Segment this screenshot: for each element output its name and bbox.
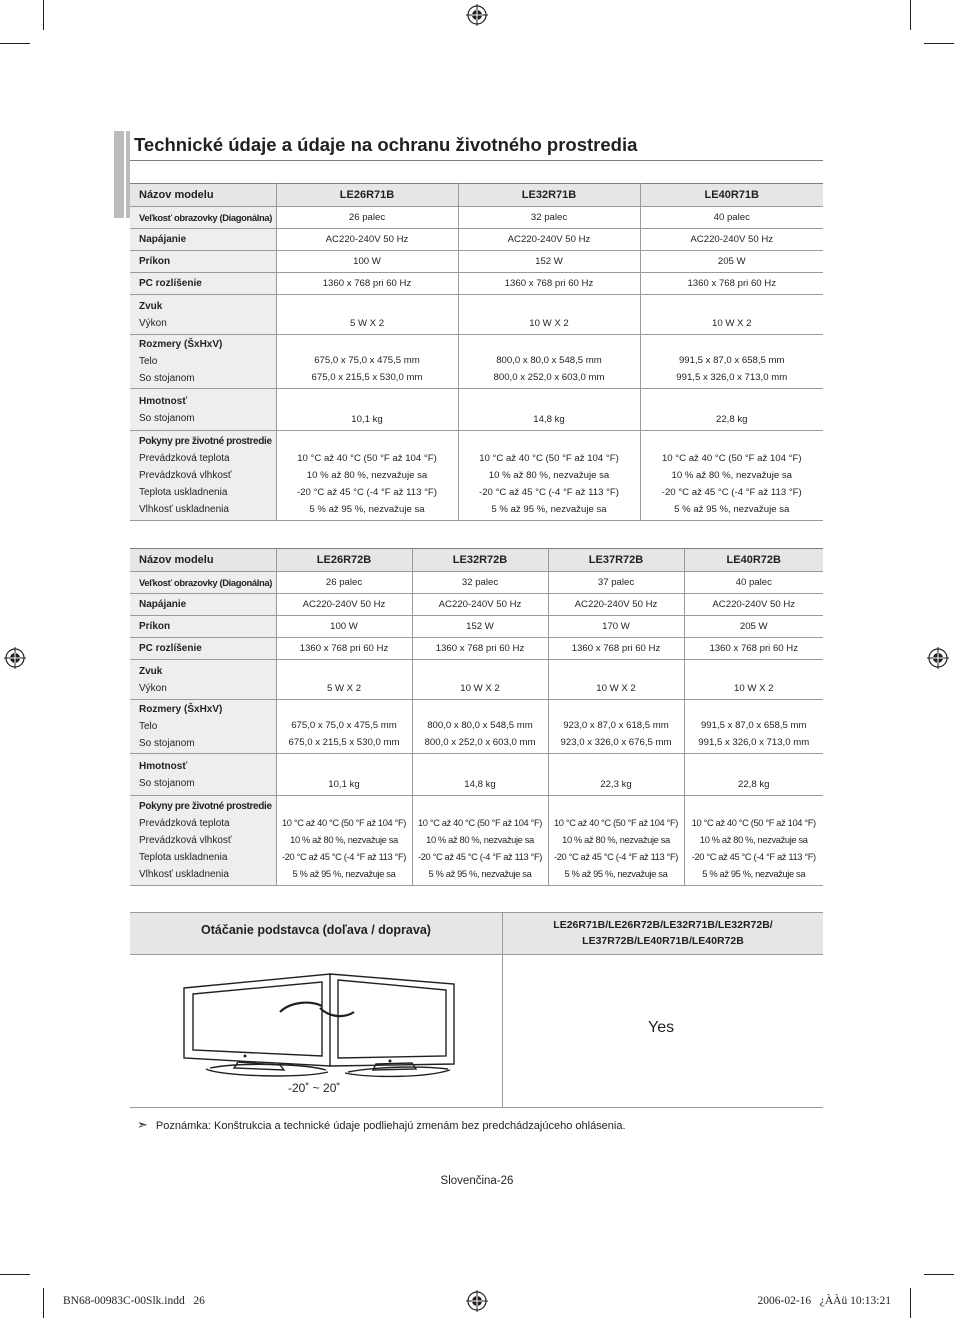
footer-file-info: BN68-00983C-00Slk.indd 26	[63, 1295, 205, 1307]
table-row	[130, 594, 823, 616]
table-cell: 152 W	[458, 251, 640, 273]
table-cell: 10 °C až 40 °C (50 °F až 104 °F) 10 % až 80 %, nezvažuje sa -20 °C až 45 °C (-4 °F až 113 °F) 5 % až 95 %, nezvažuje sa	[276, 796, 412, 886]
table-cell: 1360 x 768 pri 60 Hz	[684, 638, 823, 660]
header-cell: Názov modelu	[130, 184, 276, 207]
table-cell: 10 W X 2	[548, 660, 684, 700]
table-cell: 22,8 kg	[640, 389, 823, 431]
table-cell: 10 W X 2	[412, 660, 548, 700]
row-label: PC rozlíšenie	[130, 273, 276, 295]
note-text: Poznámka: Konštrukcia a technické údaje podliehajú zmenám bez predchádzajúceho ohlásenia.	[155, 1120, 626, 1132]
header-cell: LE26R71B	[276, 184, 458, 207]
table-cell: 800,0 x 80,0 x 548,5 mm 800,0 x 252,0 x 603,0 mm	[458, 335, 640, 389]
table-cell: 100 W	[276, 616, 412, 638]
registration-mark-icon	[466, 1290, 488, 1312]
table-cell: 40 palec	[640, 207, 823, 229]
table-row	[130, 572, 823, 594]
header-cell: LE40R72B	[684, 549, 823, 572]
tv-rotation-illustration	[180, 966, 460, 1081]
row-label: Príkon	[130, 616, 276, 638]
footer-timestamp: 2006-02-16 ¿ÀÀü 10:13:21	[757, 1295, 891, 1307]
table-row	[130, 295, 823, 335]
table-cell: 10 °C až 40 °C (50 °F až 104 °F) 10 % až 80 %, nezvažuje sa -20 °C až 45 °C (-4 °F až 113 °F) 5 % až 95 %, nezvažuje sa	[458, 431, 640, 521]
table-cell: 5 W X 2	[276, 660, 412, 700]
table-row	[130, 700, 823, 754]
registration-mark-icon	[927, 647, 949, 669]
table-cell: 14,8 kg	[458, 389, 640, 431]
table-cell: 100 W	[276, 251, 458, 273]
table-cell: 170 W	[548, 616, 684, 638]
title-accent-bar	[114, 131, 124, 218]
rotation-angle: -20˚ ~ 20˚	[288, 1081, 341, 1095]
spec-table-r72b	[130, 548, 823, 886]
crop-mark	[910, 0, 911, 30]
table-cell: 26 palec	[276, 572, 412, 594]
table-cell: 40 palec	[684, 572, 823, 594]
table-header-row	[130, 184, 823, 207]
row-label: Hmotnosť So stojanom	[130, 389, 276, 431]
crop-mark	[43, 1288, 44, 1318]
table-cell: 1360 x 768 pri 60 Hz	[412, 638, 548, 660]
title-underline	[130, 160, 823, 161]
table-row	[130, 754, 823, 796]
page-number: Slovenčina-26	[440, 1175, 514, 1187]
table-cell: 10 °C až 40 °C (50 °F až 104 °F) 10 % až 80 %, nezvažuje sa -20 °C až 45 °C (-4 °F až 113 °F) 5 % až 95 %, nezvažuje sa	[548, 796, 684, 886]
note	[137, 1117, 626, 1133]
header-cell: LE32R72B	[412, 549, 548, 572]
row-label: Zvuk Výkon	[130, 295, 276, 335]
table-row	[130, 616, 823, 638]
crop-mark	[0, 43, 30, 44]
table-row	[130, 335, 823, 389]
table-cell: AC220-240V 50 Hz	[548, 594, 684, 616]
rotation-models-line: LE26R71B/LE26R72B/LE32R71B/LE32R72B/	[553, 919, 773, 931]
row-label: Rozmery (ŠxHxV) Telo So stojanom	[130, 700, 276, 754]
table-cell: 675,0 x 75,0 x 475,5 mm 675,0 x 215,5 x 530,0 mm	[276, 700, 412, 754]
table-row	[130, 389, 823, 431]
header-cell: LE26R72B	[276, 549, 412, 572]
table-cell: 10 W X 2	[640, 295, 823, 335]
table-cell: 1360 x 768 pri 60 Hz	[276, 638, 412, 660]
table-row	[130, 229, 823, 251]
row-label: Napájanie	[130, 594, 276, 616]
table-cell: 923,0 x 87,0 x 618,5 mm 923,0 x 326,0 x 676,5 mm	[548, 700, 684, 754]
crop-mark	[910, 1288, 911, 1318]
header-cell: LE40R71B	[640, 184, 823, 207]
table-cell: 152 W	[412, 616, 548, 638]
rotation-value: Yes	[648, 1019, 675, 1036]
row-label: Pokyny pre životné prostredie Prevádzková teplota Prevádzková vlhkosť Teplota uskladnenia Vlhkosť uskladnenia	[130, 431, 276, 521]
table-row	[130, 273, 823, 295]
header-cell: LE32R71B	[458, 184, 640, 207]
crop-mark	[924, 43, 954, 44]
table-cell: AC220-240V 50 Hz	[458, 229, 640, 251]
table-row	[130, 207, 823, 229]
table-cell: 5 W X 2	[276, 295, 458, 335]
rotation-table-border	[130, 954, 823, 955]
table-cell: 10 °C až 40 °C (50 °F až 104 °F) 10 % až 80 %, nezvažuje sa -20 °C až 45 °C (-4 °F až 113 °F) 5 % až 95 %, nezvažuje sa	[640, 431, 823, 521]
rotation-models-line: LE37R72B/LE40R71B/LE40R72B	[582, 935, 744, 947]
table-cell: 1360 x 768 pri 60 Hz	[276, 273, 458, 295]
table-cell: 1360 x 768 pri 60 Hz	[640, 273, 823, 295]
row-label: Veľkosť obrazovky (Diagonálna)	[130, 572, 276, 594]
table-cell: 22,8 kg	[684, 754, 823, 796]
header-cell: LE37R72B	[548, 549, 684, 572]
table-cell: 205 W	[640, 251, 823, 273]
row-label: PC rozlíšenie	[130, 638, 276, 660]
table-cell: AC220-240V 50 Hz	[640, 229, 823, 251]
crop-mark	[0, 1274, 30, 1275]
table-cell: 32 palec	[412, 572, 548, 594]
table-cell: 26 palec	[276, 207, 458, 229]
table-cell: 10,1 kg	[276, 754, 412, 796]
table-cell: 10 W X 2	[458, 295, 640, 335]
table-cell: 10,1 kg	[276, 389, 458, 431]
table-cell: 10 °C až 40 °C (50 °F až 104 °F) 10 % až 80 %, nezvažuje sa -20 °C až 45 °C (-4 °F až 113 °F) 5 % až 95 %, nezvažuje sa	[276, 431, 458, 521]
table-cell: 1360 x 768 pri 60 Hz	[548, 638, 684, 660]
table-cell: 10 °C až 40 °C (50 °F až 104 °F) 10 % až 80 %, nezvažuje sa -20 °C až 45 °C (-4 °F až 113 °F) 5 % až 95 %, nezvažuje sa	[684, 796, 823, 886]
row-label: Pokyny pre životné prostredie Prevádzková teplota Prevádzková vlhkosť Teplota uskladnenia Vlhkosť uskladnenia	[130, 796, 276, 886]
header-cell: Názov modelu	[130, 549, 276, 572]
registration-mark-icon	[466, 4, 488, 26]
row-label: Hmotnosť So stojanom	[130, 754, 276, 796]
crop-mark	[43, 0, 44, 30]
table-cell: 22,3 kg	[548, 754, 684, 796]
table-cell: 1360 x 768 pri 60 Hz	[458, 273, 640, 295]
table-row	[130, 660, 823, 700]
table-cell: AC220-240V 50 Hz	[276, 594, 412, 616]
table-row	[130, 431, 823, 521]
crop-mark	[924, 1274, 954, 1275]
table-cell: 991,5 x 87,0 x 658,5 mm 991,5 x 326,0 x 713,0 mm	[640, 335, 823, 389]
row-label: Príkon	[130, 251, 276, 273]
table-row	[130, 638, 823, 660]
page-title: Technické údaje a údaje na ochranu životného prostredia	[134, 134, 638, 155]
table-cell: 32 palec	[458, 207, 640, 229]
rotation-table-border	[130, 1107, 823, 1108]
spec-table-r71b	[130, 183, 823, 521]
table-cell: AC220-240V 50 Hz	[276, 229, 458, 251]
row-label: Zvuk Výkon	[130, 660, 276, 700]
table-cell: 37 palec	[548, 572, 684, 594]
table-cell: AC220-240V 50 Hz	[684, 594, 823, 616]
table-cell: AC220-240V 50 Hz	[412, 594, 548, 616]
row-label: Rozmery (ŠxHxV) Telo So stojanom	[130, 335, 276, 389]
row-label: Veľkosť obrazovky (Diagonálna)	[130, 207, 276, 229]
table-cell: 991,5 x 87,0 x 658,5 mm 991,5 x 326,0 x 713,0 mm	[684, 700, 823, 754]
table-cell: 14,8 kg	[412, 754, 548, 796]
table-row	[130, 796, 823, 886]
table-cell: 10 °C až 40 °C (50 °F až 104 °F) 10 % až 80 %, nezvažuje sa -20 °C až 45 °C (-4 °F až 113 °F) 5 % až 95 %, nezvažuje sa	[412, 796, 548, 886]
row-label: Napájanie	[130, 229, 276, 251]
rotation-models	[503, 917, 823, 949]
rotation-label: Otáčanie podstavca (doľava / doprava)	[201, 923, 431, 937]
table-header-row	[130, 549, 823, 572]
table-cell: 10 W X 2	[684, 660, 823, 700]
arrow-right-icon: ➣	[137, 1117, 148, 1132]
table-cell: 800,0 x 80,0 x 548,5 mm 800,0 x 252,0 x 603,0 mm	[412, 700, 548, 754]
table-cell: 205 W	[684, 616, 823, 638]
table-row	[130, 251, 823, 273]
table-cell: 675,0 x 75,0 x 475,5 mm 675,0 x 215,5 x 530,0 mm	[276, 335, 458, 389]
registration-mark-icon	[4, 647, 26, 669]
